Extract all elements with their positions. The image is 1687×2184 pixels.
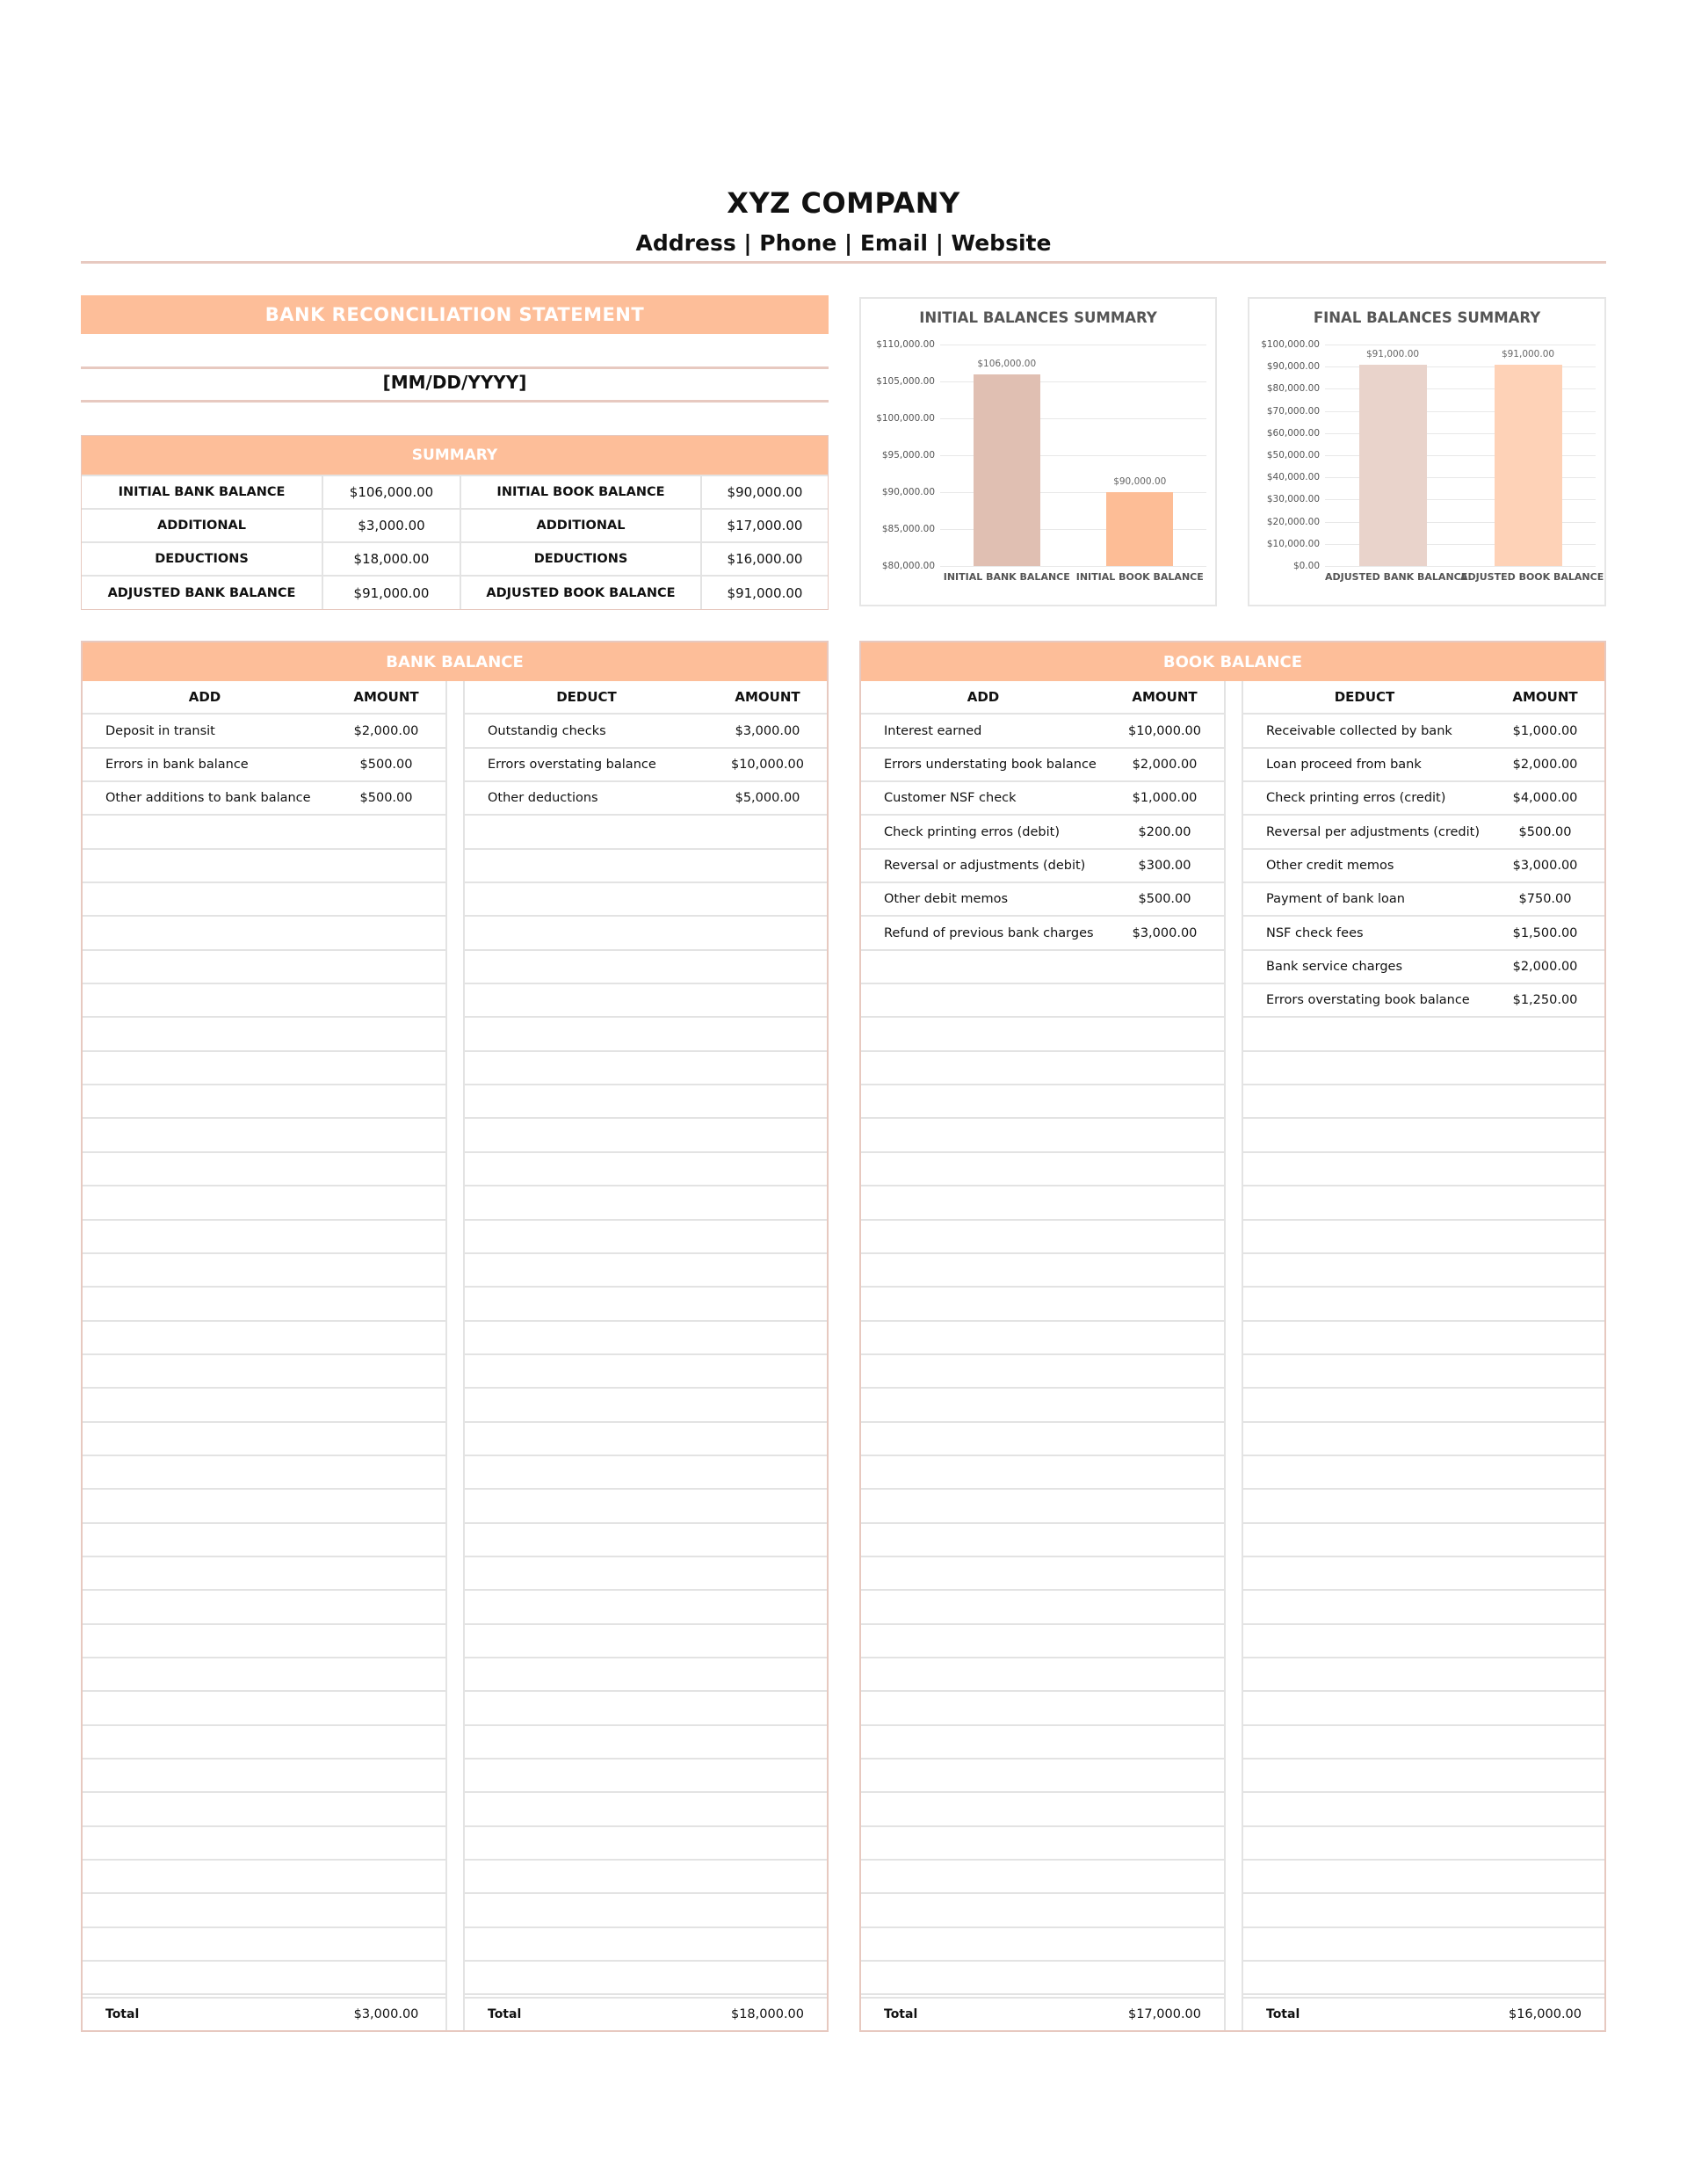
table-row[interactable] — [465, 1692, 827, 1725]
summary-bank-label: INITIAL BANK BALANCE — [82, 475, 322, 509]
table-row[interactable] — [83, 1018, 445, 1051]
item-description[interactable]: Reversal per adjustments (credit) — [1266, 824, 1480, 839]
table-row[interactable] — [861, 1186, 1224, 1220]
table-row[interactable] — [861, 883, 1224, 917]
table-row[interactable] — [83, 917, 445, 950]
table-row[interactable] — [83, 1726, 445, 1760]
chart-plot-area — [1325, 345, 1596, 566]
y-axis-tick: $90,000.00 — [1266, 361, 1320, 373]
table-row[interactable] — [83, 1085, 445, 1119]
table-row[interactable] — [1243, 1221, 1604, 1254]
total-label: Total — [884, 2006, 918, 2021]
total-amount: $17,000.00 — [1127, 2006, 1202, 2021]
item-amount[interactable]: $10,000.00 — [730, 757, 805, 772]
table-row[interactable] — [465, 1861, 827, 1894]
table-row[interactable] — [1243, 1490, 1604, 1523]
summary-book-label: DEDUCTIONS — [460, 542, 701, 576]
table-row[interactable] — [861, 1625, 1224, 1658]
table-row[interactable] — [861, 917, 1224, 950]
summary-title: SUMMARY — [82, 436, 828, 475]
summary-bank-value[interactable]: $106,000.00 — [322, 475, 460, 509]
table-row[interactable] — [465, 1018, 827, 1051]
table-row[interactable] — [1243, 1119, 1604, 1152]
y-axis-tick: $0.00 — [1292, 561, 1320, 571]
total-row — [861, 1997, 1224, 2030]
item-amount[interactable]: $10,000.00 — [1127, 723, 1202, 738]
summary-book-label: INITIAL BOOK BALANCE — [460, 475, 701, 509]
table-row[interactable] — [83, 883, 445, 917]
table-row[interactable] — [465, 1355, 827, 1389]
table-row[interactable] — [1243, 1625, 1604, 1658]
table-row[interactable] — [861, 1658, 1224, 1692]
gridline — [940, 566, 1206, 567]
column-header-row — [465, 681, 827, 715]
table-row[interactable] — [465, 816, 827, 849]
summary-bank-label: ADJUSTED BANK BALANCE — [82, 576, 322, 609]
table-row[interactable] — [83, 1186, 445, 1220]
table-row[interactable] — [861, 850, 1224, 883]
final-balances-chart — [1248, 297, 1606, 606]
table-row[interactable] — [861, 1928, 1224, 1962]
table-row[interactable] — [1243, 1591, 1604, 1624]
summary-book-value[interactable]: $17,000.00 — [701, 509, 828, 542]
column-header-amount: AMOUNT — [735, 689, 800, 706]
table-row[interactable] — [1243, 1085, 1604, 1119]
summary-row — [82, 542, 828, 576]
table-row[interactable] — [83, 1625, 445, 1658]
summary-bank-value[interactable]: $91,000.00 — [322, 576, 460, 609]
table-row[interactable] — [1243, 1861, 1604, 1894]
item-amount[interactable]: $1,000.00 — [1512, 723, 1578, 738]
table-row[interactable] — [1243, 951, 1604, 984]
table-row[interactable] — [861, 1557, 1224, 1591]
total-label: Total — [105, 2006, 140, 2021]
column-header-desc: DEDUCT — [1334, 689, 1395, 706]
table-row[interactable] — [465, 1423, 827, 1456]
book-balance-title: BOOK BALANCE — [861, 642, 1604, 681]
total-row — [83, 1997, 445, 2030]
table-row[interactable] — [861, 1894, 1224, 1927]
y-axis-tick: $60,000.00 — [1266, 427, 1320, 439]
item-description[interactable]: NSF check fees — [1266, 925, 1364, 940]
table-row[interactable] — [83, 1861, 445, 1894]
table-row[interactable] — [465, 1490, 827, 1523]
summary-book-value[interactable]: $91,000.00 — [701, 576, 828, 609]
table-row[interactable] — [1243, 850, 1604, 883]
column-header-amount: AMOUNT — [1132, 689, 1198, 706]
summary-bank-value[interactable]: $3,000.00 — [322, 509, 460, 542]
table-row[interactable] — [465, 1625, 827, 1658]
table-row[interactable] — [83, 1962, 445, 1995]
table-row[interactable] — [861, 1456, 1224, 1490]
table-row[interactable] — [1243, 1456, 1604, 1490]
table-row[interactable] — [83, 1793, 445, 1826]
y-axis-tick: $100,000.00 — [876, 413, 935, 424]
summary-book-label: ADDITIONAL — [460, 509, 701, 542]
table-row[interactable] — [1243, 1557, 1604, 1591]
table-row[interactable] — [1243, 1389, 1604, 1422]
chart-bar[interactable] — [1106, 492, 1173, 566]
table-row[interactable] — [83, 1928, 445, 1962]
table-row[interactable] — [465, 1793, 827, 1826]
header-divider — [81, 261, 1606, 264]
column-header-row — [861, 681, 1224, 715]
table-row[interactable] — [861, 1760, 1224, 1793]
book-deduct-column — [1242, 681, 1604, 2030]
book-add-column — [861, 681, 1226, 2030]
item-description[interactable]: Outstandig checks — [488, 723, 606, 738]
table-row[interactable] — [1243, 1692, 1604, 1725]
table-row[interactable] — [465, 883, 827, 917]
column-header-desc: DEDUCT — [556, 689, 617, 706]
table-row[interactable] — [861, 1221, 1224, 1254]
item-description[interactable]: Other deductions — [488, 791, 598, 806]
table-row[interactable] — [83, 1052, 445, 1085]
table-row[interactable] — [465, 1827, 827, 1861]
y-axis-tick: $50,000.00 — [1266, 450, 1320, 461]
table-row[interactable] — [1243, 1186, 1604, 1220]
total-row — [465, 1997, 827, 2030]
y-axis-tick: $105,000.00 — [876, 376, 935, 387]
table-row[interactable] — [465, 850, 827, 883]
table-row[interactable] — [861, 951, 1224, 984]
table-row[interactable] — [861, 782, 1224, 816]
table-row[interactable] — [1243, 1018, 1604, 1051]
item-description[interactable]: Interest earned — [884, 723, 982, 738]
table-row[interactable] — [465, 1254, 827, 1288]
statement-date[interactable]: [MM/DD/YYYY] — [382, 372, 527, 393]
x-axis-label: ADJUSTED BANK BALANCE — [1325, 571, 1468, 583]
item-description[interactable]: Other additions to bank balance — [105, 791, 311, 806]
item-amount[interactable]: $500.00 — [359, 757, 413, 772]
table-row[interactable] — [1243, 1827, 1604, 1861]
table-row[interactable] — [83, 1692, 445, 1725]
table-row[interactable] — [465, 749, 827, 782]
table-row[interactable] — [861, 1962, 1224, 1995]
summary-book-value[interactable]: $90,000.00 — [701, 475, 828, 509]
summary-bank-value[interactable]: $18,000.00 — [322, 542, 460, 576]
table-row[interactable] — [1243, 883, 1604, 917]
x-axis-label: ADJUSTED BOOK BALANCE — [1460, 571, 1604, 583]
y-axis-tick: $95,000.00 — [881, 450, 935, 461]
table-row[interactable] — [83, 1423, 445, 1456]
chart-bar[interactable] — [1359, 365, 1427, 566]
y-axis-tick: $80,000.00 — [1266, 383, 1320, 395]
table-row[interactable] — [1243, 782, 1604, 816]
table-row[interactable] — [861, 1861, 1224, 1894]
table-row[interactable] — [83, 1221, 445, 1254]
table-row[interactable] — [861, 1827, 1224, 1861]
bank-deduct-column — [463, 681, 827, 2030]
item-description[interactable]: Bank service charges — [1266, 959, 1403, 974]
table-row[interactable] — [1243, 1052, 1604, 1085]
table-row[interactable] — [861, 749, 1224, 782]
x-axis-label: INITIAL BANK BALANCE — [943, 571, 1070, 583]
date-divider-bottom — [81, 400, 829, 403]
summary-table — [81, 435, 829, 610]
table-row[interactable] — [465, 715, 827, 748]
table-row[interactable] — [861, 1153, 1224, 1186]
item-amount[interactable]: $2,000.00 — [1512, 959, 1578, 974]
table-row[interactable] — [861, 1052, 1224, 1085]
table-row[interactable] — [861, 1591, 1224, 1624]
table-row[interactable] — [861, 1692, 1224, 1725]
column-header-row — [1243, 681, 1604, 715]
item-description[interactable]: Payment of bank loan — [1266, 892, 1405, 907]
table-row[interactable] — [1243, 1962, 1604, 1995]
item-amount[interactable]: $1,250.00 — [1512, 993, 1578, 1008]
total-label: Total — [1266, 2006, 1300, 2021]
summary-row — [82, 509, 828, 542]
table-row[interactable] — [83, 1760, 445, 1793]
item-description[interactable]: Loan proceed from bank — [1266, 757, 1422, 772]
table-row[interactable] — [1243, 1288, 1604, 1321]
table-row[interactable] — [861, 1254, 1224, 1288]
summary-book-value[interactable]: $16,000.00 — [701, 542, 828, 576]
item-amount[interactable]: $750.00 — [1518, 892, 1572, 907]
table-row[interactable] — [83, 782, 445, 816]
table-row[interactable] — [861, 1288, 1224, 1321]
y-axis-tick: $110,000.00 — [876, 339, 935, 350]
item-amount[interactable]: $2,000.00 — [1132, 757, 1198, 772]
table-row[interactable] — [83, 850, 445, 883]
table-row[interactable] — [83, 1524, 445, 1557]
item-amount[interactable]: $500.00 — [1138, 892, 1191, 907]
item-description[interactable]: Errors in bank balance — [105, 757, 249, 772]
total-amount: $18,000.00 — [730, 2006, 805, 2021]
table-row[interactable] — [861, 1423, 1224, 1456]
data-label: $91,000.00 — [1365, 348, 1420, 359]
item-description[interactable]: Errors overstating balance — [488, 757, 656, 772]
table-row[interactable] — [861, 984, 1224, 1018]
table-row[interactable] — [465, 917, 827, 950]
item-description[interactable]: Errors overstating book balance — [1266, 993, 1470, 1008]
table-row[interactable] — [1243, 1658, 1604, 1692]
table-row[interactable] — [465, 951, 827, 984]
table-row[interactable] — [83, 816, 445, 849]
item-amount[interactable]: $300.00 — [1138, 858, 1191, 873]
table-row[interactable] — [465, 1389, 827, 1422]
table-row[interactable] — [83, 984, 445, 1018]
item-description[interactable]: Refund of previous bank charges — [884, 925, 1094, 940]
item-amount[interactable]: $200.00 — [1138, 824, 1191, 839]
y-axis-tick: $20,000.00 — [1266, 516, 1320, 527]
table-row[interactable] — [1243, 1760, 1604, 1793]
table-row[interactable] — [1243, 1726, 1604, 1760]
y-axis-tick: $85,000.00 — [881, 524, 935, 534]
item-amount[interactable]: $2,000.00 — [353, 723, 419, 738]
gridline — [1325, 566, 1596, 567]
table-row[interactable] — [1243, 1322, 1604, 1355]
y-axis-tick: $10,000.00 — [1266, 538, 1320, 549]
table-row[interactable] — [83, 1389, 445, 1422]
item-description[interactable]: Check printing erros (credit) — [1266, 791, 1446, 806]
item-description[interactable]: Reversal or adjustments (debit) — [884, 858, 1086, 873]
table-row[interactable] — [83, 1827, 445, 1861]
initial-balances-chart — [859, 297, 1217, 606]
table-row[interactable] — [465, 1928, 827, 1962]
item-amount[interactable]: $1,500.00 — [1512, 925, 1578, 940]
table-row[interactable] — [861, 715, 1224, 748]
table-row[interactable] — [1243, 1423, 1604, 1456]
item-amount[interactable]: $4,000.00 — [1512, 791, 1578, 806]
table-row[interactable] — [83, 1894, 445, 1927]
table-row[interactable] — [465, 1524, 827, 1557]
table-row[interactable] — [861, 1119, 1224, 1152]
table-row[interactable] — [1243, 1894, 1604, 1927]
table-row[interactable] — [465, 1153, 827, 1186]
table-row[interactable] — [1243, 1524, 1604, 1557]
y-axis-tick: $80,000.00 — [881, 561, 935, 571]
summary-bank-label: DEDUCTIONS — [82, 542, 322, 576]
summary-row — [82, 576, 828, 609]
item-amount[interactable]: $3,000.00 — [735, 723, 800, 738]
table-row[interactable] — [465, 1760, 827, 1793]
table-row[interactable] — [465, 1726, 827, 1760]
company-name: XYZ COMPANY — [727, 186, 960, 220]
table-row[interactable] — [83, 1153, 445, 1186]
column-header-row — [83, 681, 445, 715]
item-description[interactable]: Other credit memos — [1266, 858, 1394, 873]
date-divider-top — [81, 366, 829, 369]
table-row[interactable] — [1243, 1928, 1604, 1962]
total-label: Total — [488, 2006, 522, 2021]
column-header-amount: AMOUNT — [1512, 689, 1578, 706]
table-row[interactable] — [465, 1894, 827, 1927]
table-row[interactable] — [83, 1322, 445, 1355]
table-row[interactable] — [465, 1085, 827, 1119]
table-row[interactable] — [83, 1591, 445, 1624]
bank-add-column — [83, 681, 447, 2030]
item-amount[interactable]: $5,000.00 — [735, 791, 800, 806]
y-axis-tick: $90,000.00 — [881, 487, 935, 497]
chart-title: INITIAL BALANCES SUMMARY — [919, 309, 1157, 326]
table-row[interactable] — [861, 816, 1224, 849]
column-header-desc: ADD — [967, 689, 1000, 706]
table-row[interactable] — [1243, 1793, 1604, 1826]
total-amount: $16,000.00 — [1508, 2006, 1582, 2021]
bank-balance-title: BANK BALANCE — [83, 642, 827, 681]
table-row[interactable] — [465, 1557, 827, 1591]
table-row[interactable] — [83, 1288, 445, 1321]
y-axis-tick: $30,000.00 — [1266, 494, 1320, 505]
bank-balance-panel — [81, 641, 829, 2032]
table-row[interactable] — [465, 1658, 827, 1692]
table-row[interactable] — [1243, 1355, 1604, 1389]
data-label: $106,000.00 — [977, 358, 1037, 369]
y-axis-tick: $100,000.00 — [1261, 339, 1320, 350]
table-row[interactable] — [465, 1962, 827, 1995]
statement-title: BANK RECONCILIATION STATEMENT — [81, 295, 829, 334]
item-amount[interactable]: $500.00 — [1518, 824, 1572, 839]
chart-title: FINAL BALANCES SUMMARY — [1313, 309, 1541, 326]
table-row[interactable] — [861, 1793, 1224, 1826]
table-row[interactable] — [83, 1456, 445, 1490]
y-axis-tick: $70,000.00 — [1266, 405, 1320, 417]
table-row[interactable] — [465, 1119, 827, 1152]
table-row[interactable] — [1243, 715, 1604, 748]
table-row[interactable] — [861, 1524, 1224, 1557]
total-row — [1243, 1997, 1604, 2030]
table-row[interactable] — [465, 1591, 827, 1624]
summary-book-label: ADJUSTED BOOK BALANCE — [460, 576, 701, 609]
table-row[interactable] — [1243, 984, 1604, 1018]
y-axis-tick: $40,000.00 — [1266, 472, 1320, 483]
chart-bar[interactable] — [974, 374, 1040, 566]
table-row[interactable] — [861, 1018, 1224, 1051]
chart-bar[interactable] — [1495, 365, 1562, 566]
table-row[interactable] — [465, 782, 827, 816]
item-amount[interactable]: $3,000.00 — [1132, 925, 1198, 940]
table-row[interactable] — [465, 1322, 827, 1355]
table-row[interactable] — [1243, 749, 1604, 782]
table-row[interactable] — [861, 1085, 1224, 1119]
table-row[interactable] — [1243, 917, 1604, 950]
table-row[interactable] — [1243, 816, 1604, 849]
item-description[interactable]: Errors understating book balance — [884, 757, 1097, 772]
table-row[interactable] — [861, 1490, 1224, 1523]
summary-bank-label: ADDITIONAL — [82, 509, 322, 542]
item-description[interactable]: Deposit in transit — [105, 723, 215, 738]
total-amount: $3,000.00 — [353, 2006, 419, 2021]
item-amount[interactable]: $3,000.00 — [1512, 858, 1578, 873]
table-row[interactable] — [465, 1456, 827, 1490]
table-row[interactable] — [465, 1052, 827, 1085]
column-header-desc: ADD — [188, 689, 221, 706]
table-row[interactable] — [83, 749, 445, 782]
table-row[interactable] — [83, 1254, 445, 1288]
column-header-amount: AMOUNT — [353, 689, 419, 706]
table-row[interactable] — [83, 1658, 445, 1692]
table-row[interactable] — [83, 1355, 445, 1389]
table-row[interactable] — [83, 1119, 445, 1152]
chart-plot-area — [940, 345, 1206, 566]
item-description[interactable]: Customer NSF check — [884, 791, 1017, 806]
table-row[interactable] — [861, 1322, 1224, 1355]
table-row[interactable] — [83, 1557, 445, 1591]
table-row[interactable] — [861, 1726, 1224, 1760]
table-row[interactable] — [465, 984, 827, 1018]
item-description[interactable]: Other debit memos — [884, 892, 1009, 907]
data-label: $91,000.00 — [1501, 348, 1555, 359]
company-contact: Address | Phone | Email | Website — [635, 230, 1052, 256]
table-row[interactable] — [1243, 1254, 1604, 1288]
table-row[interactable] — [465, 1186, 827, 1220]
data-label: $90,000.00 — [1113, 476, 1167, 487]
table-row[interactable] — [83, 715, 445, 748]
item-amount[interactable]: $500.00 — [359, 791, 413, 806]
table-row[interactable] — [861, 1389, 1224, 1422]
item-amount[interactable]: $2,000.00 — [1512, 757, 1578, 772]
table-row[interactable] — [83, 951, 445, 984]
item-description[interactable]: Check printing erros (debit) — [884, 824, 1060, 839]
table-row[interactable] — [83, 1490, 445, 1523]
item-amount[interactable]: $1,000.00 — [1132, 791, 1198, 806]
table-row[interactable] — [465, 1288, 827, 1321]
item-description[interactable]: Receivable collected by bank — [1266, 723, 1452, 738]
summary-row — [82, 475, 828, 509]
table-row[interactable] — [465, 1221, 827, 1254]
x-axis-label: INITIAL BOOK BALANCE — [1075, 571, 1204, 583]
book-balance-panel — [859, 641, 1606, 2032]
table-row[interactable] — [1243, 1153, 1604, 1186]
table-row[interactable] — [861, 1355, 1224, 1389]
